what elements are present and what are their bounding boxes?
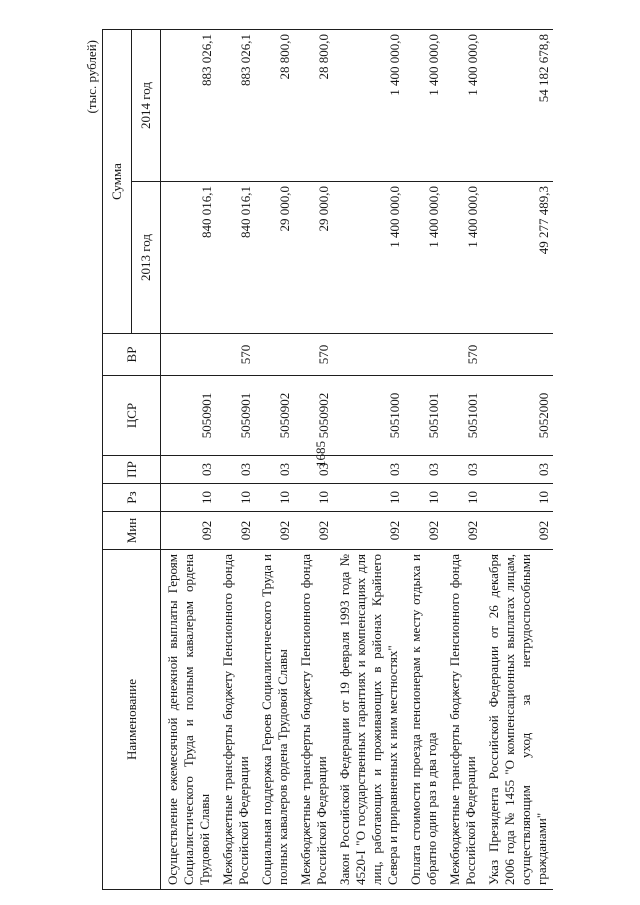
row-pr: 03 <box>443 456 482 484</box>
row-vr: 570 <box>443 334 482 376</box>
row-vr <box>482 334 553 376</box>
row-amount-2014: 883 026,1 <box>216 30 255 182</box>
row-amount-2013: 840 016,1 <box>216 182 255 334</box>
row-name: Межбюджетные трансферты бюджету Пенсионного фонда Российской Федерации <box>216 550 255 890</box>
table-row <box>443 30 482 890</box>
table-row <box>161 30 217 890</box>
row-rz: 10 <box>294 484 333 512</box>
row-rz: 10 <box>216 484 255 512</box>
row-csr: 5050901 <box>216 376 255 456</box>
row-min: 092 <box>216 512 255 550</box>
header-name: Наименование <box>103 550 161 890</box>
header-csr: ЦСР <box>103 376 161 456</box>
row-name: Оплата стоимости проезда пенсионерам к месту отдыха и обратно один раз в два года <box>404 550 443 890</box>
row-csr: 5050901 <box>161 376 217 456</box>
row-amount-2014: 28 800,0 <box>255 30 294 182</box>
row-vr <box>333 334 404 376</box>
row-amount-2014: 28 800,0 <box>294 30 333 182</box>
header-min: Мин <box>103 512 161 550</box>
row-amount-2014: 1 400 000,0 <box>333 30 404 182</box>
table-row <box>294 30 333 890</box>
row-amount-2014: 1 400 000,0 <box>404 30 443 182</box>
row-pr: 03 <box>482 456 553 484</box>
row-min: 092 <box>482 512 553 550</box>
row-csr: 5051001 <box>443 376 482 456</box>
table-row <box>404 30 443 890</box>
row-vr <box>255 334 294 376</box>
row-name: Указ Президента Российской Федерации от 26 декабря 2006 года № 1455 "О компенсационных выплатах лицам, осуществляющим уход за нетрудоспособными гражданами" <box>482 550 553 890</box>
row-name: Межбюджетные трансферты бюджету Пенсионного фонда Российской Федерации <box>294 550 333 890</box>
row-pr: 03 <box>216 456 255 484</box>
header-2013: 2013 год <box>132 182 161 334</box>
row-min: 092 <box>255 512 294 550</box>
table-row <box>216 30 255 890</box>
row-amount-2013: 840 016,1 <box>161 182 217 334</box>
row-amount-2013: 29 000,0 <box>255 182 294 334</box>
header-pr: ПР <box>103 456 161 484</box>
header-sum: Сумма <box>103 30 132 334</box>
row-vr: 570 <box>294 334 333 376</box>
row-pr: 03 <box>294 456 333 484</box>
row-min: 092 <box>443 512 482 550</box>
row-amount-2013: 49 277 489,3 <box>482 182 553 334</box>
row-rz: 10 <box>255 484 294 512</box>
row-amount-2014: 883 026,1 <box>161 30 217 182</box>
row-amount-2014: 54 182 678,8 <box>482 30 553 182</box>
row-name: Социальная поддержка Героев Социалистического Труда и полных кавалеров ордена Трудовой Славы <box>255 550 294 890</box>
row-vr <box>404 334 443 376</box>
row-pr: 03 <box>333 456 404 484</box>
header-rz: Рз <box>103 484 161 512</box>
row-min: 092 <box>161 512 217 550</box>
row-vr <box>161 334 217 376</box>
row-rz: 10 <box>443 484 482 512</box>
table-row <box>333 30 404 890</box>
table-header <box>103 30 161 890</box>
row-csr: 5051001 <box>404 376 443 456</box>
row-pr: 03 <box>255 456 294 484</box>
row-amount-2013: 1 400 000,0 <box>443 182 482 334</box>
row-rz: 10 <box>333 484 404 512</box>
header-2014: 2014 год <box>132 30 161 182</box>
budget-table <box>102 29 553 890</box>
row-name: Осуществление ежемесячной денежной выплаты Героям Социалистического Труда и полным кавалерам ордена Трудовой Славы <box>161 550 217 890</box>
row-min: 092 <box>404 512 443 550</box>
row-pr: 03 <box>404 456 443 484</box>
row-amount-2013: 1 400 000,0 <box>404 182 443 334</box>
row-rz: 10 <box>482 484 553 512</box>
row-min: 092 <box>294 512 333 550</box>
budget-page <box>82 30 602 890</box>
row-amount-2014: 1 400 000,0 <box>443 30 482 182</box>
row-rz: 10 <box>161 484 217 512</box>
row-csr: 5051000 <box>333 376 404 456</box>
row-amount-2013: 1 400 000,0 <box>333 182 404 334</box>
row-name: Закон Российской Федерации от 19 февраля 1993 года № 4520-I "О государственных гарантиях и компенсациях для лиц, работающих и проживающих в районах Крайнего Севера и приравненных к ним местностях" <box>333 550 404 890</box>
row-pr: 03 <box>161 456 217 484</box>
table-body <box>161 30 554 890</box>
header-vr: ВР <box>103 334 161 376</box>
table-row <box>482 30 553 890</box>
table-row <box>255 30 294 890</box>
row-vr: 570 <box>216 334 255 376</box>
row-csr: 5052000 <box>482 376 553 456</box>
row-min: 092 <box>333 512 404 550</box>
units-label: (тыс. рублей) <box>84 40 99 114</box>
page-number: 1685 <box>313 441 328 467</box>
row-csr: 5050902 <box>294 376 333 456</box>
row-amount-2013: 29 000,0 <box>294 182 333 334</box>
row-csr: 5050902 <box>255 376 294 456</box>
row-rz: 10 <box>404 484 443 512</box>
row-name: Межбюджетные трансферты бюджету Пенсионного фонда Российской Федерации <box>443 550 482 890</box>
